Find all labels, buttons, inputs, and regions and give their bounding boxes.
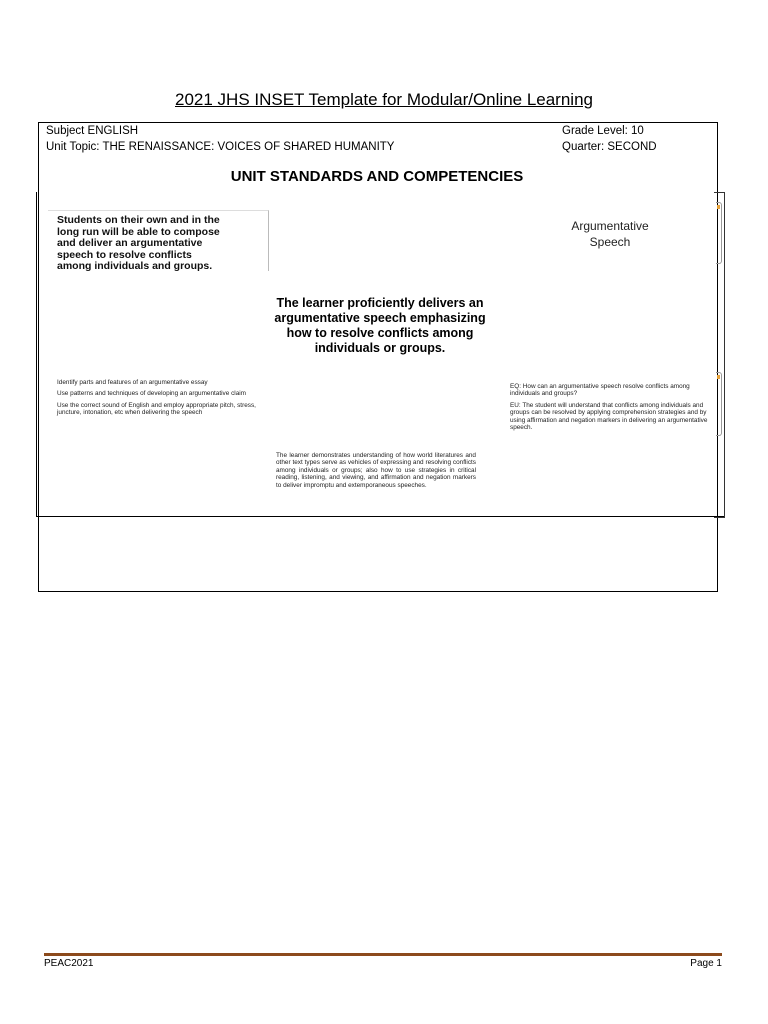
performance-standard-line: argumentative speech emphasizing [274,311,486,325]
template-frame [38,122,718,592]
side-tab-marker-icon [717,205,720,209]
footer-left-text: PEAC2021 [44,958,94,969]
product-line: Argumentative [571,219,649,233]
performance-standard-line: how to resolve conflicts among [286,326,474,340]
product-text [555,218,665,250]
page-number: Page 1 [690,958,722,969]
inner-frame-bottom-rule [36,516,724,517]
competency-item: Use the correct sound of English and employ appropriate pitch, stress, juncture, intonation, etc when delivering the speech [57,401,256,417]
inner-frame-left-edge [36,192,37,516]
content-standard: The learner demonstrates understanding of how world literatures and other text types serve as vehicles of expressing and resolving conflicts among individuals or groups; also how to use strategies in critical reading, listening, and viewing, and affirmation and negation markers to deliver impromptu and extemporaneous speeches. [276,452,476,489]
transfer-goal-line: long run will be able to compose [57,225,220,238]
performance-standard [240,296,520,356]
competencies-list [57,379,257,421]
section-heading: UNIT STANDARDS AND COMPETENCIES [230,168,524,185]
unit-topic-label: Unit Topic: THE RENAISSANCE: VOICES OF SHARED HUMANITY [46,141,395,153]
subject-label: Subject ENGLISH [46,125,139,137]
side-tab-lower [716,372,722,436]
transfer-goal-line: Students on their own and in the [57,214,220,226]
footer-rule [44,953,722,956]
performance-standard-line: individuals or groups. [314,341,446,355]
essential-understanding: EU: The student will understand that conflicts among individuals and groups can be resolved by applying comprehension strategies and by using affirmation and negation markers in delivering an argumentative speech. [510,401,708,432]
side-tab-upper [716,202,722,264]
grade-level-label: Grade Level: 10 [562,125,644,137]
product-line: Speech [589,235,631,249]
quarter-label: Quarter: SECOND [562,141,657,153]
page-title: 2021 JHS INSET Template for Modular/Online Learning [175,90,593,109]
transfer-goal-line: among individuals and groups. [57,260,213,272]
side-tab-marker-icon [717,375,720,379]
transfer-goal-text [57,215,262,273]
competency-item: Use patterns and techniques of developing an argumentative claim [57,390,246,398]
transfer-goal-line: speech to resolve conflicts [57,248,192,261]
essential-questions [510,383,710,435]
competency-item: Identify parts and features of an argumentative essay [57,379,208,386]
essential-question: EQ: How can an argumentative speech resolve conflicts among individuals and groups? [510,383,690,398]
performance-standard-line: The learner proficiently delivers an [276,296,484,310]
transfer-goal-line: and deliver an argumentative [57,237,203,249]
